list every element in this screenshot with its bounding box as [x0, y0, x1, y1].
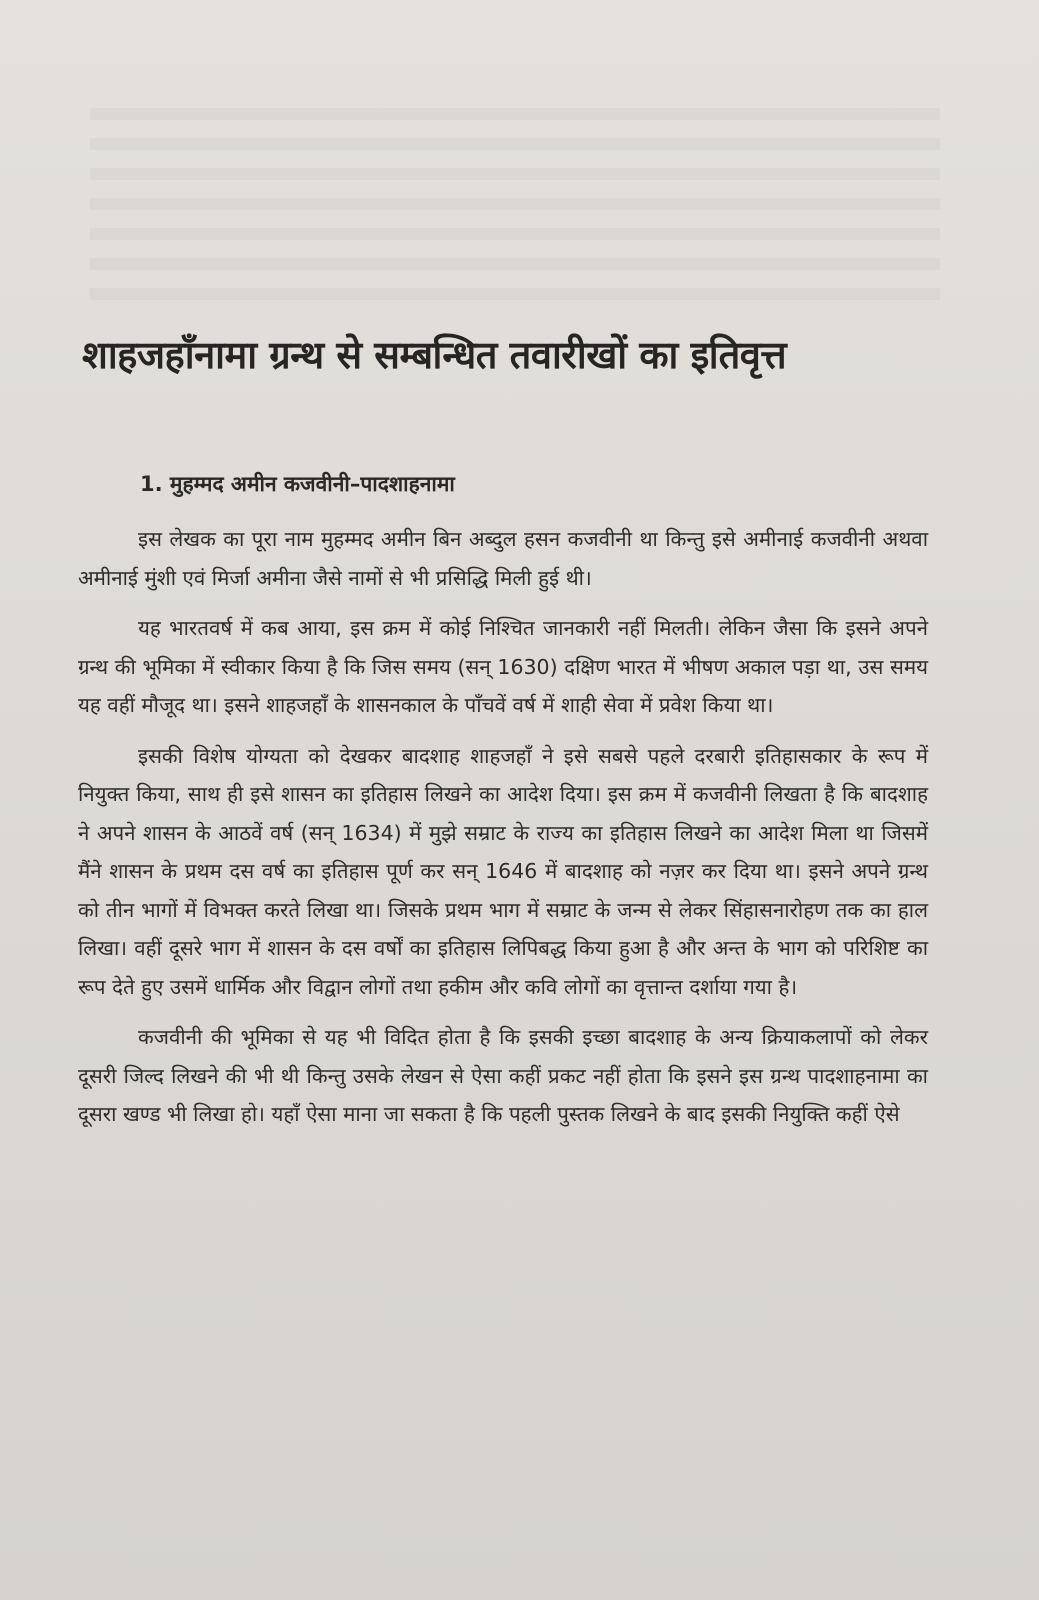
paragraph: इसकी विशेष योग्यता को देखकर बादशाह शाहजहाँ ने इसे सबसे पहले दरबारी इतिहासकार के रूप में नियुक्त किया, साथ ही इसे शासन का इतिहास लिखने का आदेश दिया। इस क्रम में कजवीनी लिखता है कि बादशाह ने अपने शासन के आठवें वर्ष (सन् 1634) में मुझे सम्राट के राज्य का इतिहास लिखने का आदेश मिला था जिसमें मैंने शासन के प्रथम दस वर्ष का इतिहास पूर्ण कर सन् 1646 में बादशाह को नज़र कर दिया था। इसने अपने ग्रन्थ को तीन भागों में विभक्त करते लिखा था। जिसके प्रथम भाग में सम्राट के जन्म से लेकर सिंहासनारोहण तक का हाल लिखा। वहीं दूसरे भाग में शासन के दस वर्षों का इतिहास लिपिबद्ध किया हुआ है और अन्त के भाग को परिशिष्ट का रूप देते हुए उसमें धार्मिक और विद्वान लोगों तथा हकीम और कवि लोगों का वृत्तान्त दर्शाया गया है। [78, 743, 928, 999]
paragraph: कजवीनी की भूमिका से यह भी विदित होता है कि इसकी इच्छा बादशाह के अन्य क्रियाकलापों को लेकर दूसरी जिल्द लिखने की भी थी किन्तु उसके लेखन से ऐसा कहीं प्रकट नहीं होता कि इसने इस ग्रन्थ पादशाहनामा का दूसरा खण्ड भी लिखा हो। यहाँ ऐसा माना जा सकता है कि पहली पुस्तक लिखने के बाद इसकी नियुक्ति कहीं ऐसे [78, 1025, 928, 1126]
section-heading: 1. मुहम्मद अमीन कजवीनी–पादशाहनामा [140, 472, 455, 496]
body-text [78, 520, 928, 1146]
show-through-text [90, 90, 940, 310]
paragraph: इस लेखक का पूरा नाम मुहम्मद अमीन बिन अब्दुल हसन कजवीनी था किन्तु इसे अमीनाई कजवीनी अथवा अमीनाई मुंशी एवं मिर्जा अमीना जैसे नामों से भी प्रसिद्धि मिली हुई थी। [78, 527, 928, 590]
paragraph: यह भारतवर्ष में कब आया, इस क्रम में कोई निश्चित जानकारी नहीं मिलती। लेकिन जैसा कि इसने अपने ग्रन्थ की भूमिका में स्वीकार किया है कि जिस समय (सन् 1630) दक्षिण भारत में भीषण अकाल पड़ा था, उस समय यह वहीं मौजूद था। इसने शाहजहाँ के शासनकाल के पाँचवें वर्ष में शाही सेवा में प्रवेश किया था। [78, 616, 928, 717]
chapter-title: शाहजहाँनामा ग्रन्थ से सम्बन्धित तवारीखों का इतिवृत्त [82, 333, 787, 377]
